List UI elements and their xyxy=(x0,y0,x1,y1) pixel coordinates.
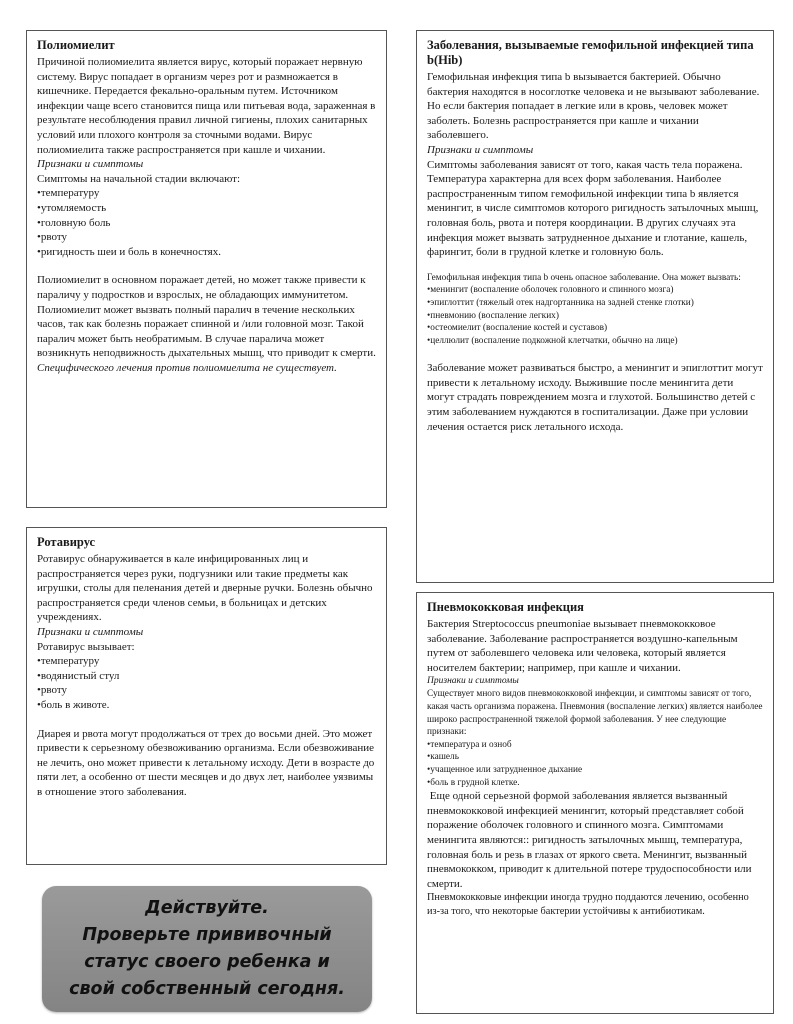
list-item: • боль в грудной клетке. xyxy=(427,777,763,790)
rotavirus-title: Ротавирус xyxy=(37,535,96,549)
list-item: • менингит (воспаление оболочек головного и спинного мозга) xyxy=(427,284,763,297)
list-item: • утомляемость xyxy=(37,201,376,216)
cta-line-1: Действуйте. xyxy=(145,898,269,918)
cta-line-2: Проверьте прививочный xyxy=(82,925,332,945)
hib-paragraph-1: Симптомы заболевания зависят от того, какая часть тела поражена. Температура характерна для всех форм заболевания. Наиболее распространенным типом гемофильной инфекции типа b является менингит, в числе симптомов которого ригидность затылочных мышц, головная боль, рвота и потеря координации. В других случаях эта инфекция может вызвать затрудненное дыхание и глотание, кашель, фарингит, боли в грудной клетке и головную боль. xyxy=(427,158,759,259)
list-item: • целлюлит (воспаление подкожной клетчатки, обычно на лице) xyxy=(427,335,763,348)
rotavirus-section xyxy=(26,527,387,865)
list-item: • остеомиелит (воспаление костей и суставов) xyxy=(427,322,763,335)
rotavirus-intro: Ротавирус обнаруживается в кале инфицированных лиц и распространяется через руки, подгузники или такие предметы как игрушки, столы для пеленания детей и дверные ручки. Болезнь обычно распространяется среди членов семьи, в больницах и детских учреждениях. xyxy=(37,553,373,624)
list-item: • водянистый стул xyxy=(37,669,376,684)
polio-intro: Причиной полиомиелита является вирус, который поражает нервную систему. Вирус попадает в организм через рот и размножается в кишечнике. Передается фекально-оральным путем. Источником инфекции чаще всего становится пища или питьевая вода, зараженная в результате несоблюдения правил личной гигиены, плохих санитарных условий или плохого контроля за сточными водами. Вирус полиомиелита также распространяется при кашле и чихании. xyxy=(37,56,376,156)
hib-paragraph-2: Заболевание может развиваться быстро, а менингит и эпиглоттит могут привести к летальному исходу. Выжившие после менингита дети могут страдать повреждением мозга и глухотой. Большинство детей с этим заболеванием нуждаются в госпитализации. Даже при условии лечения остается риск летального исхода. xyxy=(427,362,763,433)
hib-complication-list xyxy=(427,284,763,347)
rotavirus-symptoms-intro: Ротавирус вызывает: xyxy=(37,640,135,653)
hib-section xyxy=(416,30,774,583)
call-to-action-banner xyxy=(42,886,372,1012)
list-item: • рвоту xyxy=(37,683,376,698)
cta-line-4: свой собственный сегодня. xyxy=(69,979,345,999)
hib-signs-label: Признаки и симптомы xyxy=(427,143,534,156)
list-item: • кашель xyxy=(427,751,763,764)
polio-symptom-list xyxy=(37,186,376,259)
list-item: • учащенное или затрудненное дыхание xyxy=(427,764,763,777)
polio-paragraph-1: Полиомиелит в основном поражает детей, но может также привести к параличу у подростков и взрослых, не обладающих иммунитетом. xyxy=(37,274,366,301)
list-item: • пневмонию (воспаление легких) xyxy=(427,310,763,323)
list-item: • головную боль xyxy=(37,216,376,231)
list-item: • температура и озноб xyxy=(427,739,763,752)
polio-section xyxy=(26,30,387,508)
list-item: • эпиглоттит (тяжелый отек надгортанника на задней стенке глотки) xyxy=(427,297,763,310)
polio-paragraph-2-text: Полиомиелит может вызвать полный паралич в течение нескольких часов, так как болезнь поражает спинной и /или головной мозг. Такой паралич может быть необратимым. В случае паралича может возникнуть неподвижность дыхательных мышц, что приводит к смерти. xyxy=(37,303,376,360)
cta-line-3: статус своего ребенка и xyxy=(84,952,330,972)
pneumococcal-paragraph-1: Еще одной серьезной формой заболевания является вызванный пневмококковой инфекцией менингит, который представляет собой поражение оболочек головного и спинного мозга. Симптомами менингита являются:: ригидность затылочных мышц, температура, головная боль и резь в глазах от яркого света. Менингит, вызванный пневмококком, приводит к длительной потере трудоспособности или смерти. xyxy=(427,790,755,890)
pneumococcal-signs-label: Признаки и симптомы xyxy=(427,676,519,687)
hib-complications-intro: Гемофильная инфекция типа b очень опасное заболевание. Она может вызвать: xyxy=(427,272,741,283)
list-item: • температуру xyxy=(37,186,376,201)
pneumococcal-paragraph-2: Пневмококковые инфекции иногда трудно поддаются лечению, особенно из-за того, что некоторые бактерии устойчивы к антибиотикам. xyxy=(427,892,749,917)
hib-intro: Гемофильная инфекция типа b вызывается бактерией. Обычно бактерия находятся в носоглотке человека и не вызывают заболевание. Но если бактерия попадает в легкие или в кровь, человек может заболеть. Болезнь распространяется при кашле и чихании заболевшего. xyxy=(427,71,760,142)
rotavirus-signs-label: Признаки и симптомы xyxy=(37,625,144,638)
polio-signs-label: Признаки и симптомы xyxy=(37,158,144,171)
list-item: • температуру xyxy=(37,654,376,669)
polio-symptoms-intro: Симптомы на начальной стадии включают: xyxy=(37,172,241,185)
list-item: • боль в животе. xyxy=(37,698,376,713)
polio-treatment-note: Специфического лечения против полиомиелита не существует. xyxy=(37,361,337,374)
pneumococcal-title: Пневмококковая инфекция xyxy=(427,600,584,614)
pneumococcal-intro: Бактерия Streptococcus pneumoniae вызывает пневмококковое заболевание. Заболевание распространяется воздушно-капельным путем от заболевшего человека или человека, который является носителем бактерии; например, при кашле и чихании. xyxy=(427,618,738,674)
pneumococcal-section xyxy=(416,592,774,1014)
list-item: • ригидность шеи и боль в конечностях. xyxy=(37,245,376,260)
rotavirus-paragraph: Диарея и рвота могут продолжаться от трех до восьми дней. Это может привести к серьезному обезвоживанию организма. Если обезвоживание не лечить, оно может привести к летальному исходу. Дети в возрасте до пяти лет, а особенно от шести месяцев и до двух лет, наиболее уязвимы в отношение этого заболевания. xyxy=(37,727,375,798)
hib-title: Заболевания, вызываемые гемофильной инфекцией типа b(Hib) xyxy=(427,38,754,67)
rotavirus-symptom-list xyxy=(37,654,376,712)
polio-paragraph-2 xyxy=(37,303,376,376)
pneumococcal-symptoms-paragraph: Существует много видов пневмококковой инфекции, и симптомы зависят от того, какая часть организма поражена. Пневмония (воспаление легких) является наиболее широко распространенной тяжелой формой заболевания. У нее следующие признаки: xyxy=(427,689,763,738)
list-item: • рвоту xyxy=(37,230,376,245)
pneumococcal-symptom-list xyxy=(427,739,763,789)
polio-title: Полиомиелит xyxy=(37,38,115,52)
